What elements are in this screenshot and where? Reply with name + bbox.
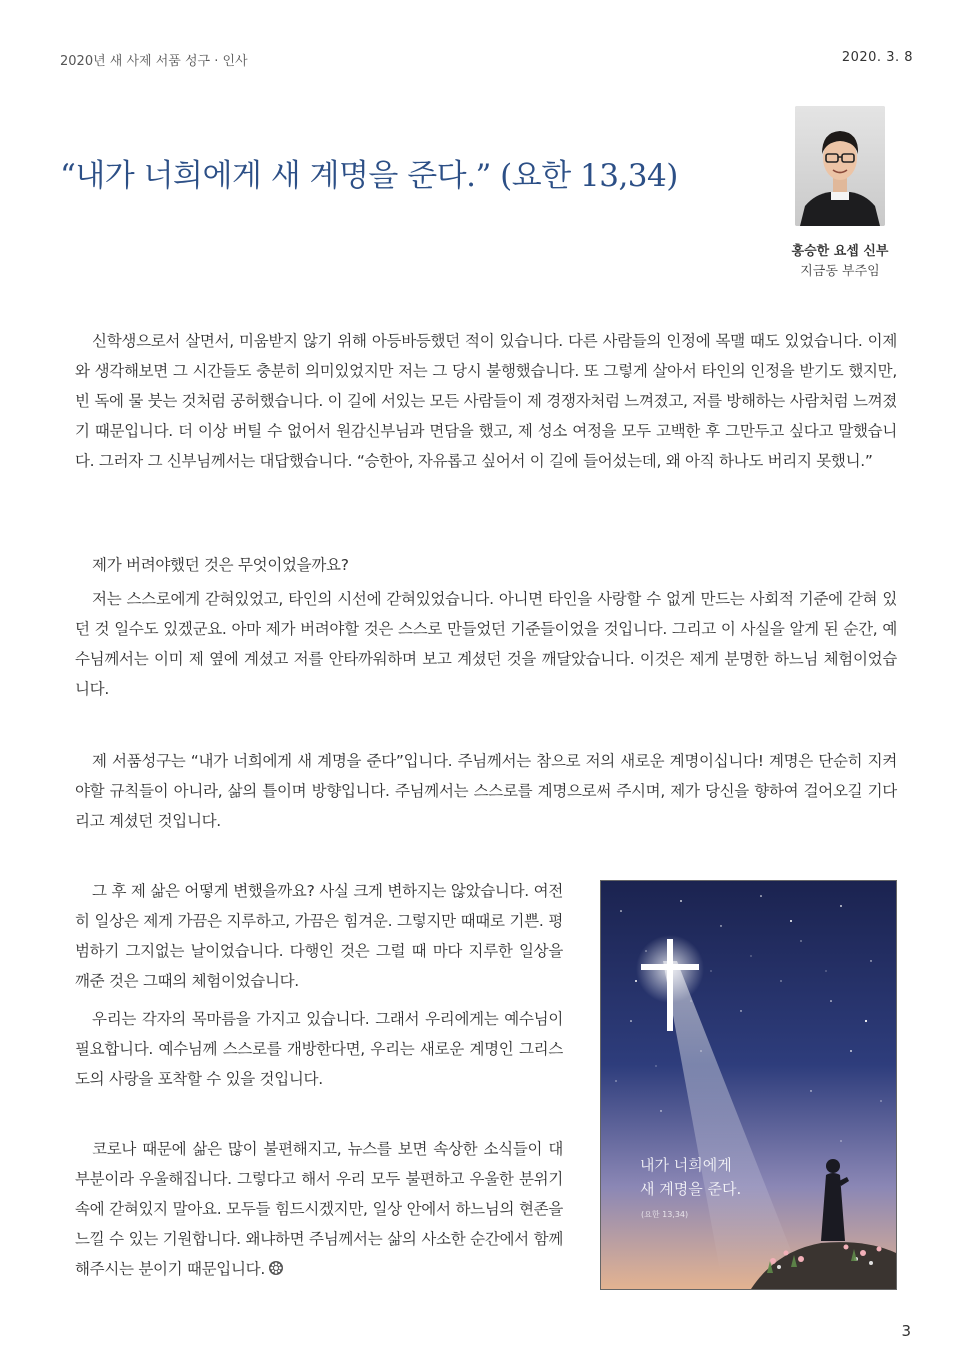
header-date: 2020. 3. 8 [841, 50, 913, 65]
ordination-poster [600, 880, 897, 1290]
paragraph-3: 저는 스스로에게 갇혀있었고, 타인의 시선에 갇혀있었습니다. 아니면 타인을 사랑할 수 없게 만드는 사회적 기준에 갇혀 있던 것 일수도 있겠군요. 아마 제가 버려야할 것은 스스로 만들었던 기준들이었을 것입니다. 그리고 이 사실을 알게 된 순간, 예수님께서는 이미 제 옆에 계셨고 저를 안타까워하며 보고 계셨던 것을 깨달았습니다. 이것은 제게 분명한 하느님 체험이었습니다. [75, 590, 897, 698]
poster-caption [640, 1153, 741, 1201]
header-section-label: 2020년 새 사제 서품 성구 · 인사 [60, 54, 248, 69]
page-title: “내가 너희에게 새 계명을 준다.” (요한 13,34) [60, 158, 678, 194]
paragraph-7 [75, 1134, 563, 1284]
paragraph-1: 신학생으로서 살면서, 미움받지 않기 위해 아등바등했던 적이 있습니다. 다른 사람들의 인정에 목맬 때도 있었습니다. 이제와 생각해보면 그 시간들도 충분히 의미있었지만 저는 그 당시 불행했습니다. 또 그렇게 살아서 타인의 인정을 받기도 했지만, 빈 독에 물 붓는 것처럼 공허했습니다. 이 길에 서있는 모든 사람들이 제 경쟁자처럼 느껴졌고, 저를 방해하는 사람처럼 느껴졌기 때문입니다. 더 이상 버틸 수 없어서 원감신부님과 면담을 했고, 제 성소 여정을 모두 고백한 후 그만두고 싶다고 말했습니다. 그러자 그 신부님께서는 대답했습니다. “승한아, 자유롭고 싶어서 이 길에 들어섰는데, 왜 아직 하나도 버리지 못했니.” [75, 332, 897, 470]
poster-line-1: 내가 너희에게 [640, 1156, 732, 1174]
priest-photo-icon [795, 106, 885, 226]
starry-sky-cross-illustration [601, 881, 896, 1289]
end-mark-icon [268, 1260, 284, 1276]
paragraph-2: 제가 버려야했던 것은 무엇이었을까요? [92, 556, 349, 574]
paragraph-4: 제 서품성구는 “내가 너희에게 새 계명을 준다”입니다. 주님께서는 참으로 저의 새로운 계명이십니다! 계명은 단순히 지켜야할 규칙들이 아니라, 삶의 틀이며 방향입니다. 주님께서는 스스로를 계명으로써 주시며, 제가 당신을 향하여 걸어오길 기다리고 계셨던 것입니다. [75, 752, 897, 830]
page-number: 3 [901, 1322, 911, 1340]
author-portrait [795, 106, 885, 226]
paragraph-7-text: 코로나 때문에 삶은 많이 불편해지고, 뉴스를 보면 속상한 소식들이 대부분이라 우울해집니다. 그렇다고 해서 우리 모두 불편하고 우울한 분위기 속에 갇혀있지 말아요. 모두들 힘드시겠지만, 일상 안에서 하느님의 현존을 느낄 수 있는 기원합니다. 왜냐하면 주님께서는 삶의 사소한 순간에서 함께 해주시는 분이기 때문입니다. [75, 1140, 563, 1278]
poster-reference: (요한 13,34) [641, 1210, 689, 1219]
author-role: 지금동 부주임 [800, 264, 880, 279]
author-name: 홍승한 요셉 신부 [791, 244, 889, 259]
cross-horizontal [641, 964, 699, 970]
poster-line-2: 새 계명을 준다. [640, 1180, 742, 1198]
cross-vertical [667, 939, 673, 1031]
paragraph-6: 우리는 각자의 목마름을 가지고 있습니다. 그래서 우리에게는 예수님이 필요합니다. 예수님께 스스로를 개방한다면, 우리는 새로운 계명인 그리스도의 사랑을 포착할 수 있을 것입니다. [75, 1010, 563, 1088]
paragraph-5: 그 후 제 삶은 어떻게 변했을까요? 사실 크게 변하지는 않았습니다. 여전히 일상은 제게 가끔은 지루하고, 가끔은 힘겨운. 그렇지만 때때로 기쁜. 평범하기 그지없는 날이었습니다. 다행인 것은 그럴 때 마다 지루한 일상을 깨준 것은 그때의 체험이었습니다. [75, 882, 563, 990]
